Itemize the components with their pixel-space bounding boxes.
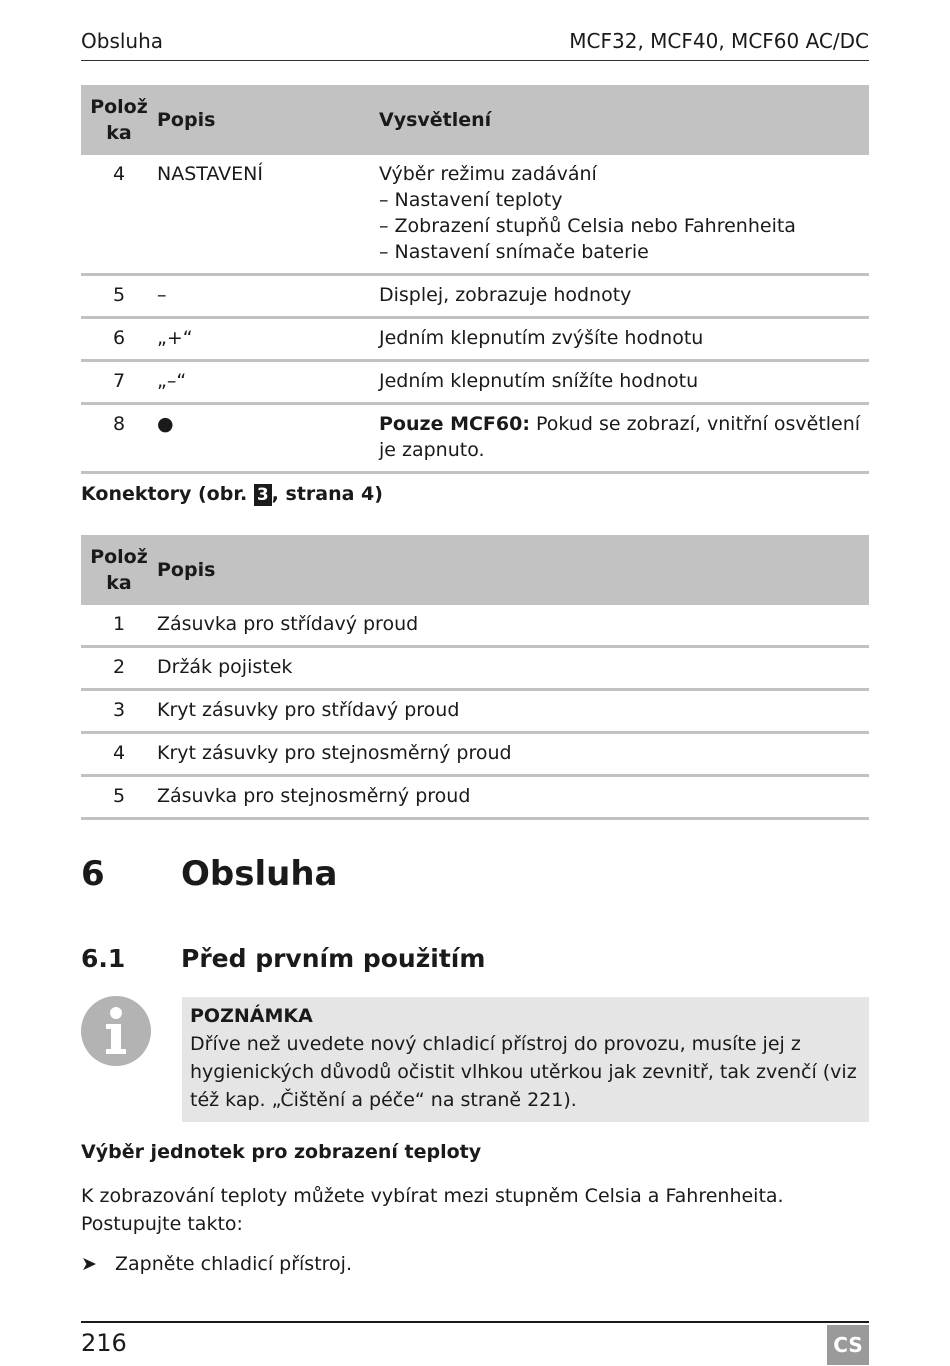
cell-position: 8 (81, 404, 157, 473)
cell-explanation: Jedním klepnutím snížíte hodnotu (379, 361, 869, 404)
cell-description: NASTAVENÍ (157, 155, 379, 275)
table-row (81, 605, 869, 647)
header-chapter: Obsluha (81, 29, 164, 53)
cell-position: 6 (81, 318, 157, 361)
table-row (81, 647, 869, 690)
cell-description: Kryt zásuvky pro stejnosměrný proud (157, 733, 869, 776)
language-badge: CS (827, 1325, 869, 1365)
cell-position: 5 (81, 275, 157, 318)
page-number: 216 (81, 1329, 127, 1357)
table-row (81, 690, 869, 733)
table-row (81, 776, 869, 819)
table-row (81, 733, 869, 776)
units-heading: Výběr jednotek pro zobrazení teploty (81, 1141, 482, 1163)
note-title: POZNÁMKA (190, 1005, 313, 1027)
cell-description: Zásuvka pro stejnosměrný proud (157, 776, 869, 819)
cell-position: 1 (81, 605, 157, 647)
header-models: MCF32, MCF40, MCF60 AC/DC (569, 29, 869, 53)
table-row (81, 404, 869, 473)
cell-description: „+“ (157, 318, 379, 361)
table-row (81, 361, 869, 404)
table-row (81, 318, 869, 361)
cell-position: 5 (81, 776, 157, 819)
col-header-position: Polož ka (81, 85, 157, 155)
units-paragraph: K zobrazování teploty můžete vybírat mezi stupněm Celsia a Fahrenheita. Postupujte takto: (81, 1185, 784, 1235)
subsection-number: 6.1 (81, 944, 126, 973)
figure-badge: 3 (254, 484, 272, 506)
cell-position: 2 (81, 647, 157, 690)
step-item (81, 1253, 352, 1275)
col-header-position: Polož ka (81, 535, 157, 605)
col-header-description: Popis (157, 535, 869, 605)
col-header-explanation: Vysvětlení (379, 85, 869, 155)
cell-description: Zásuvka pro střídavý proud (157, 605, 869, 647)
cell-explanation: Displej, zobrazuje hodnoty (379, 275, 869, 318)
controls-table (81, 85, 869, 474)
cell-position: 7 (81, 361, 157, 404)
cell-description: Kryt zásuvky pro střídavý proud (157, 690, 869, 733)
cell-position: 3 (81, 690, 157, 733)
table-header-row (81, 85, 869, 155)
note-text: Dříve než uvedete nový chladicí přístroj do provozu, musíte jej z hygienických důvodů očistit vlhkou utěrkou jak zevnitř, tak zvenčí (viz též kap. „Čištění a péče“ na straně 221). (190, 1033, 857, 1111)
connectors-caption: Konektory (obr. 3 , strana 4) (81, 483, 383, 505)
section-title: Obsluha (181, 854, 338, 894)
page-footer (81, 1321, 869, 1366)
cell-explanation: Pouze MCF60: Pokud se zobrazí, vnitřní osvětlení je zapnuto. (379, 404, 869, 473)
table-row (81, 275, 869, 318)
col-header-description: Popis (157, 85, 379, 155)
section-number: 6 (81, 854, 105, 894)
cell-description: – (157, 275, 379, 318)
cell-description: „–“ (157, 361, 379, 404)
step-text: Zapněte chladicí přístroj. (115, 1253, 352, 1275)
arrow-icon: ➤ (81, 1253, 97, 1275)
connectors-table (81, 535, 869, 820)
cell-position: 4 (81, 155, 157, 275)
subsection-title: Před prvním použitím (181, 944, 486, 973)
cell-explanation: Výběr režimu zadávání – Nastavení teploty – Zobrazení stupňů Celsia nebo Fahrenheita – Nastavení snímače baterie (379, 155, 869, 275)
table-header-row (81, 535, 869, 605)
cell-description: Držák pojistek (157, 647, 869, 690)
table-row (81, 155, 869, 275)
info-icon (81, 996, 151, 1066)
cell-explanation: Jedním klepnutím zvýšíte hodnotu (379, 318, 869, 361)
cell-position: 4 (81, 733, 157, 776)
page-header (81, 28, 869, 61)
note-box (182, 997, 869, 1122)
cell-description: ● (157, 404, 379, 473)
